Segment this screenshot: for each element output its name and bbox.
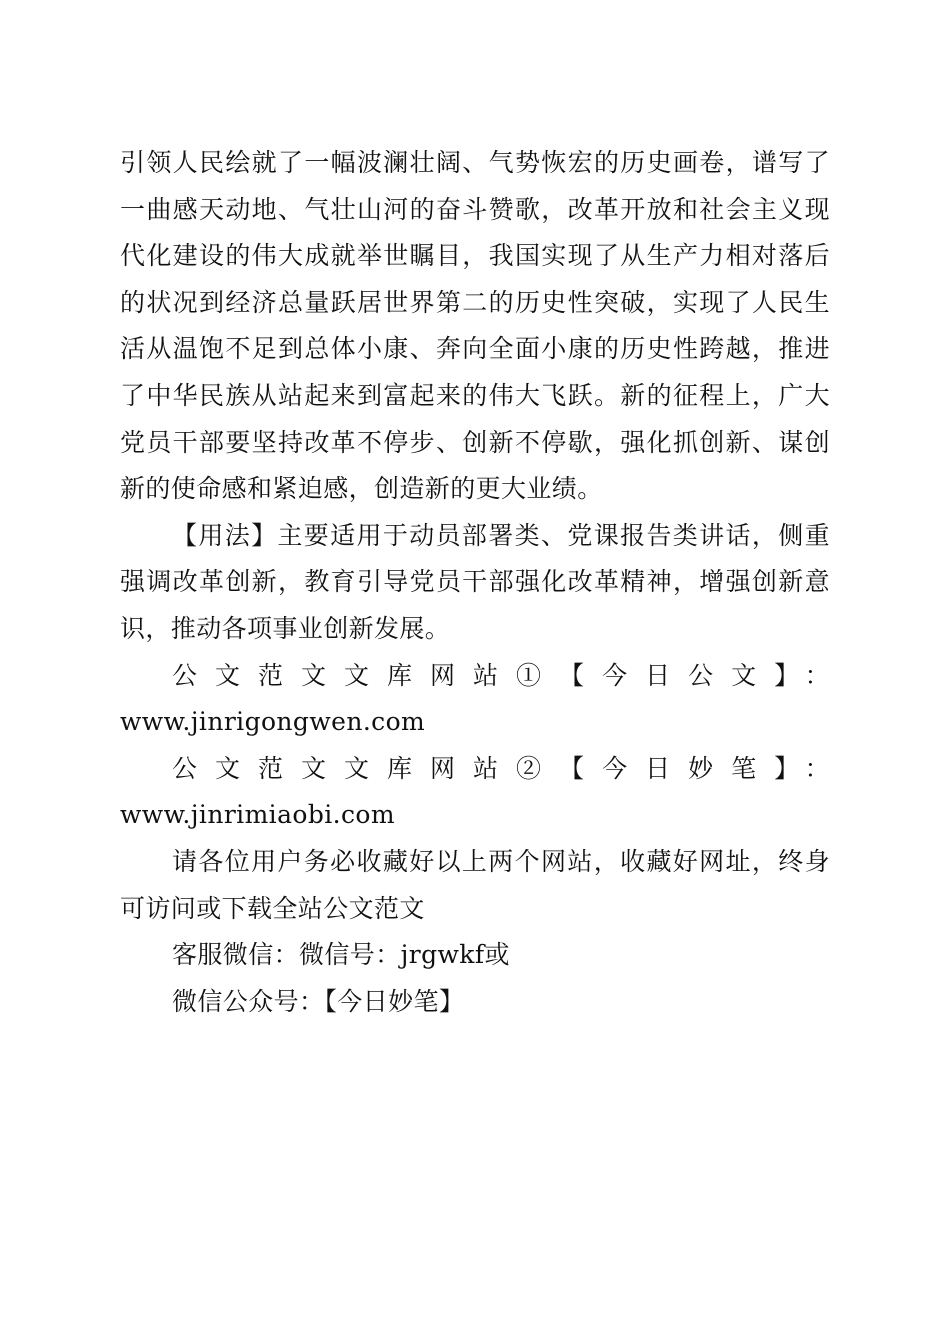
website-one-url: www.jinrigongwen.com [120, 707, 426, 737]
usage-paragraph: 【用法】主要适用于动员部署类、党课报告类讲话，侧重强调改革创新，教育引导党员干部强化改革精神，增强创新意识，推动各项事业创新发展。 [120, 520, 830, 643]
website-two-line: 公文范文文库网站②【今日妙笔】：www.jinrimiaobi.com [120, 753, 830, 830]
document-page [120, 140, 830, 1025]
body-paragraph-reform-achievements: 引领人民绘就了一幅波澜壮阔、气势恢宏的历史画卷，谱写了一曲感天动地、气壮山河的奋斗赞歌，改革开放和社会主义现代化建设的伟大成就举世瞩目，我国实现了从生产力相对落后的状况到经济总量跃居世界第二的历史性突破，实现了人民生活从温饱不足到总体小康、奔向全面小康的历史性跨越，推进了中华民族从站起来到富起来的伟大飞跃。新的征程上，广大党员干部要坚持改革不停步、创新不停歇，强化抓创新、谋创新的使命感和紧迫感，创造新的更大业绩。 [120, 148, 830, 504]
bookmark-notice: 请各位用户务必收藏好以上两个网站，收藏好网址，终身可访问或下载全站公文范文 [120, 846, 830, 923]
customer-service-wechat: 客服微信：微信号：jrgwkf或 [172, 940, 510, 970]
wechat-official-account: 微信公众号：【今日妙笔】 [172, 986, 465, 1016]
website-one-label: 公文范文文库网站①【今日公文】： [172, 660, 830, 690]
